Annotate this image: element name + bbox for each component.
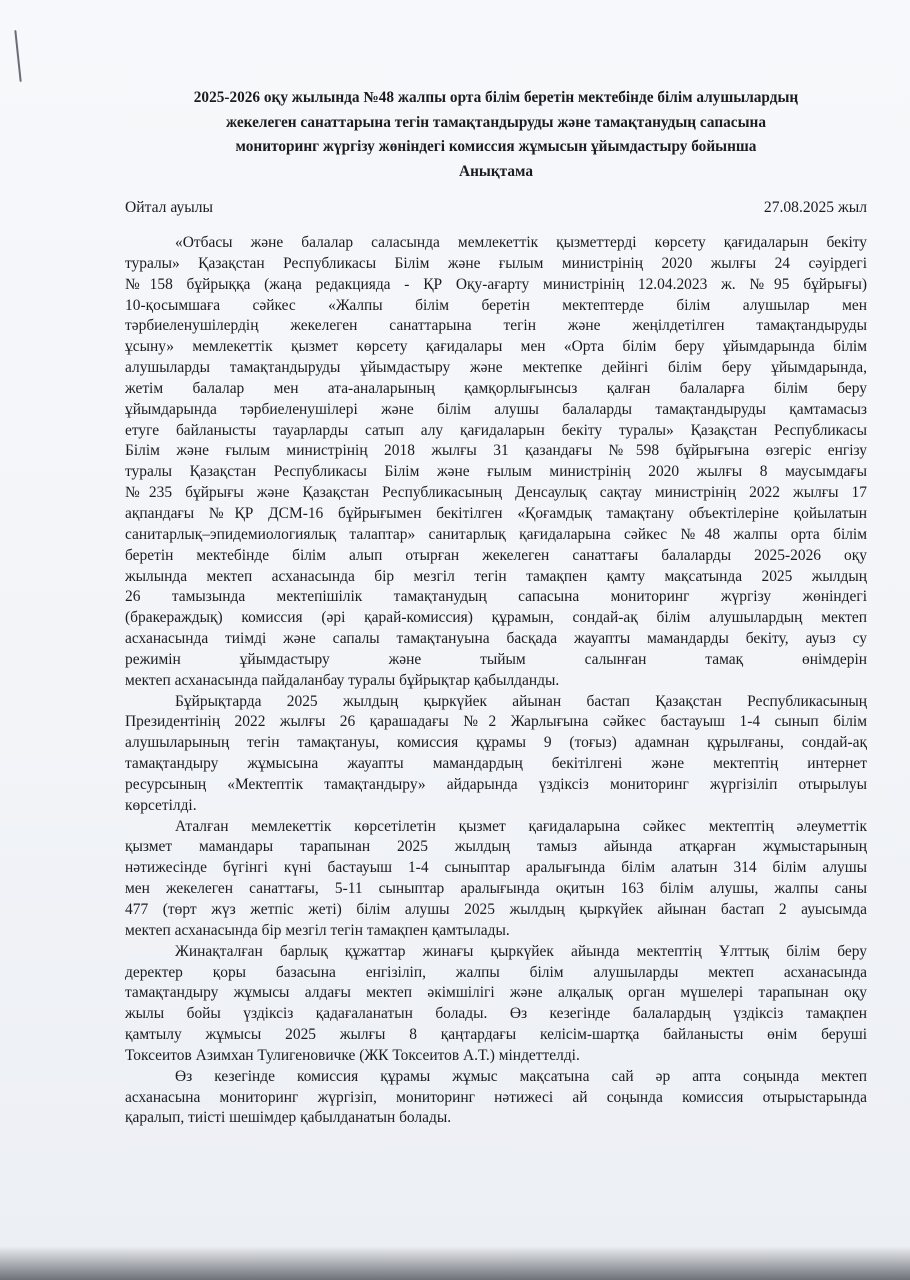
title-line: 2025-2026 оқу жылында №48 жалпы орта білім беретін мектебінде білім алушылардың bbox=[193, 89, 799, 106]
title-line: Анықтама bbox=[459, 162, 533, 180]
paragraph bbox=[125, 692, 867, 817]
paragraph-line: деректер қоры базасына енгізіліп, жалпы білім алушыларды мектеп асханасында bbox=[125, 963, 867, 981]
paragraph bbox=[125, 817, 867, 942]
paragraph-line: №235 бұйрығы және Қазақстан Республикасының Денсаулық сақтау министрінің 2022 жылғы 17 bbox=[125, 484, 867, 502]
paragraph-line: Токсеитов Азимхан Тулигеновичке (ЖК Токсеитов А.Т.) міндеттелді. bbox=[125, 1046, 580, 1064]
paragraph-line: туралы» Қазақстан Республикасы Білім және ғылым министрінің 2020 жылғы 24 сәуірдегі bbox=[125, 254, 867, 272]
paragraph-line: мектеп асханасында пайдаланбау туралы бұйрықтар қабылданды. bbox=[125, 671, 560, 689]
paragraph-line: асханасында тиімді және сапалы тамақтануына басқада жауапты мамандарды бекіту, ауыз су bbox=[125, 630, 867, 648]
paragraph-line: туралы Қазақстан Республикасы Білім және ғылым министрінің 2020 жылғы 8 маусымдағы bbox=[125, 463, 867, 481]
paragraph-line: 26 тамызында мектепішілік тамақтанудың сапасына мониторинг жүргізу жөніндегі bbox=[125, 588, 867, 606]
title-line: жекелеген санаттарына тегін тамақтандыруды және тамақтанудың сапасына bbox=[225, 113, 767, 131]
document-content bbox=[125, 86, 867, 1129]
paragraph-line: қамтылу жұмысы 2025 жылғы 8 қаңтардағы келісім-шартқа байланысты өнім беруші bbox=[125, 1026, 867, 1044]
paragraph-line: көрсетілді. bbox=[125, 796, 197, 814]
paragraph-line: Жинақталған барлық құжаттар жинағы қыркүйек айында мектептің Ұлттық білім беру bbox=[175, 942, 867, 960]
paragraph-line: тамақтандыру жұмысына жауапты мамандардың бекітілгені және мектептің интернет bbox=[125, 755, 867, 773]
paragraph-line: санитарлық‒эпидемиологиялық талаптар» санитарлық қағидаларына сәйкес №48 жалпы орта білім bbox=[125, 525, 867, 543]
paragraph-line: қаралып, тиісті шешімдер қабылданатын болады. bbox=[125, 1109, 452, 1127]
page-shadow bbox=[0, 1246, 910, 1280]
paragraph-line: нәтижесінде бүгінгі күні бастауыш 1-4 сыныптар аралығында білім алатын 314 білім алушы bbox=[125, 859, 867, 877]
paragraph-line: ұйымдарында тәрбиеленушілері және білім алушы балаларды тамақтандыруды қамтамасыз bbox=[125, 400, 867, 418]
pen-mark bbox=[14, 30, 21, 82]
paragraph-line: ұсыну» мемлекеттік қызмет көрсету қағидалары мен «Орта білім беру ұйымдарында білім bbox=[125, 338, 867, 356]
paragraph-line: 10-қосымшаға сәйкес «Жалпы білім беретін мектептерде білім алушылар мен bbox=[125, 296, 867, 314]
paragraph-line: (бракераждық) комиссия (әрі қарай-комиссия) құрамын, сондай-ақ білім алушылардың мектеп bbox=[125, 609, 867, 627]
paragraph-line: 477 (төрт жүз жетпіс жеті) білім алушы 2025 жылдың қыркүйек айынан бастап 2 ауысымда bbox=[125, 901, 867, 918]
paragraph-line: №158 бұйрыққа (жаңа редакцияда - ҚР Оқу-ағарту министрінің 12.04.2023 ж. №95 бұйрығы) bbox=[125, 275, 867, 293]
title-line: мониторинг жүргізу жөніндегі комиссия жұмысын ұйымдастыру бойынша bbox=[235, 138, 757, 155]
paragraph-line: «Отбасы және балалар саласында мемлекеттік қызметтерді көрсету қағидаларын бекіту bbox=[175, 234, 867, 251]
document-title bbox=[125, 86, 867, 184]
paragraph-line: ресурсының «Мектептік тамақтандыру» айдарында үздіксіз мониторинг жүргізіліп отырылуы bbox=[125, 775, 867, 793]
paragraph-line: жылында мектеп асханасында бір мезгіл тегін тамақпен қамту мақсатында 2025 жылдың bbox=[125, 567, 867, 585]
paragraph-line: жетім балалар мен ата-аналарының қамқорлығынсыз қалған балаларға білім беру bbox=[125, 379, 867, 397]
paragraph-line: мен жекелеген санаттағы, 5-11 сыныптар аралығында оқитын 163 білім алушы, жалпы саны bbox=[125, 880, 867, 898]
paragraph-line: режимін ұйымдастыру және тыйым салынған тамақ өнімдерін bbox=[125, 650, 867, 668]
place-text: Ойтал ауылы bbox=[125, 199, 214, 216]
paragraph-line: ақпандағы №ҚР ДСМ-16 бұйрығымен бекітілген «Қоғамдық тамақтану объектілеріне қойылатын bbox=[125, 504, 867, 522]
paragraph-line: Білім және ғылым министрінің 2018 жылғы 31 қазандағы №598 бұйрығына өзгеріс енгізу bbox=[125, 442, 867, 460]
paragraph-line: қызмет мамандары тарапынан 2025 жылдың тамыз айында атқарған жұмыстарының bbox=[125, 838, 867, 856]
paragraph bbox=[125, 233, 867, 692]
paragraph bbox=[125, 942, 867, 1067]
place-date-row bbox=[125, 198, 867, 218]
paragraph-line: Бұйрықтарда 2025 жылдың қыркүйек айынан бастап Қазақстан Республикасының bbox=[175, 692, 867, 710]
paragraph-line: тамақтандыру жұмысы алдағы мектеп әкімшілігі және алқалық орган мүшелері тарапынан оқу bbox=[125, 984, 867, 1002]
paragraph-line: жылы бойы үздіксіз қадағаланатын болады. Өз кезегінде балалардың үздіксіз тамақпен bbox=[125, 1005, 867, 1023]
paragraph-line: алушыларды тамақтандыруды ұйымдастыру және мектепке дейінгі білім беру ұйымдарында, bbox=[125, 359, 867, 377]
paragraph-line: беретін мектебінде білім алып отырған жекелеген санаттағы балаларды 2025-2026 оқу bbox=[125, 546, 867, 564]
paragraph-line: алушыларының тегін тамақтануы, комиссия құрамы 9 (тоғыз) адамнан құрылғаны, сондай-ақ bbox=[125, 734, 867, 752]
paragraph-line: мектеп асханасында бір мезгіл тегін тамақпен қамтылады. bbox=[125, 921, 510, 939]
paragraph-line: Өз кезегінде комиссия құрамы жұмыс мақсатына сай әр апта соңында мектеп bbox=[175, 1067, 867, 1085]
paragraph-line: асханасына мониторинг жүргізіп, мониторинг нәтижесі ай соңында комиссия отырыстарында bbox=[125, 1088, 867, 1106]
paragraph-line: тәрбиеленушілердің жекелеген санаттарына тегін және жеңілдетілген тамақтандыруды bbox=[125, 317, 867, 335]
date-text: 27.08.2025 жыл bbox=[763, 199, 867, 216]
paragraph-line: етуге байланысты тауарларды сатып алу қағидаларын бекіту туралы» Қазақстан Республикасы bbox=[125, 421, 867, 439]
paragraph-line: Аталған мемлекеттік көрсетілетін қызмет қағидаларына сәйкес мектептің әлеуметтік bbox=[175, 817, 867, 835]
paragraph-line: Президентінің 2022 жылғы 26 қарашадағы №2 Жарлығына сәйкес бастауыш 1-4 сынып білім bbox=[125, 713, 867, 731]
paragraph bbox=[125, 1067, 867, 1130]
